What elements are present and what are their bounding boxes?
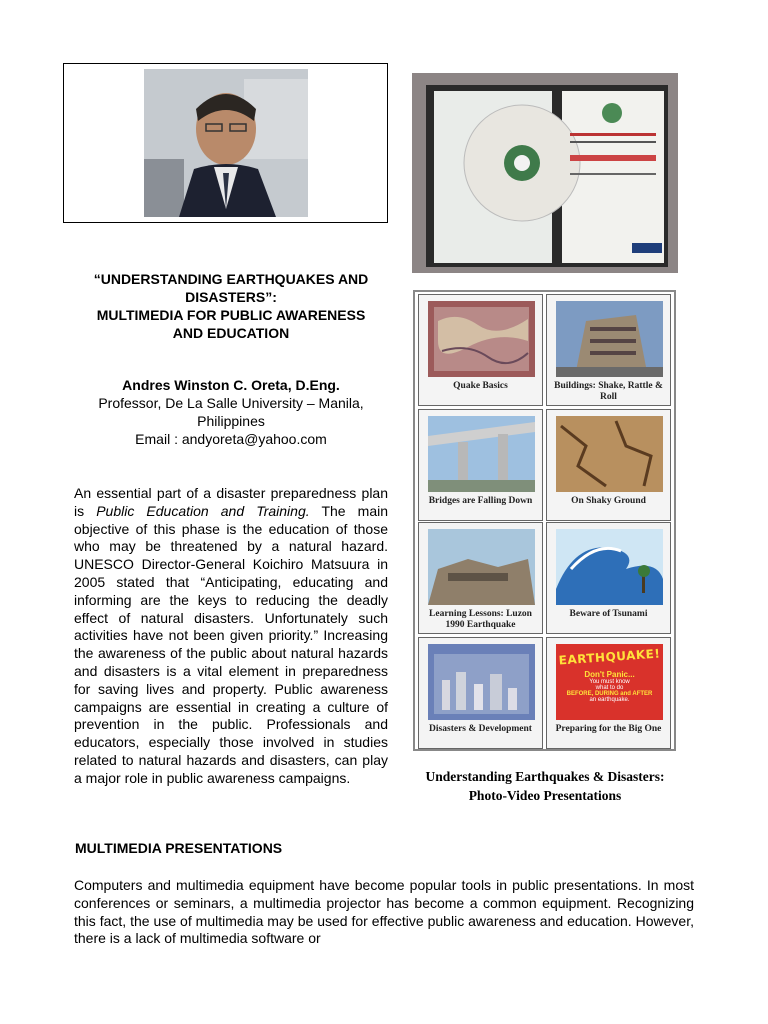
earthquake-sign-line: BEFORE, DURING and AFTER <box>566 691 653 697</box>
cracked-ground-image <box>556 416 663 492</box>
thumbnail-image <box>556 301 663 377</box>
thumbnail-shaky-ground <box>546 409 671 521</box>
thumbnail-label: On Shaky Ground <box>571 496 646 506</box>
figure-caption-line: Photo-Video Presentations <box>468 788 622 803</box>
intro-emphasis: Public Education and Training. <box>96 502 310 519</box>
earthquake-sign-line: what to do <box>595 685 624 691</box>
thumbnail-big-one <box>546 637 671 749</box>
title-line: “UNDERSTANDING EARTHQUAKES AND <box>93 271 369 287</box>
collapsed-building-image <box>556 301 663 377</box>
author-portrait-illustration <box>144 69 308 217</box>
thumbnail-image <box>556 529 663 605</box>
title-line: AND EDUCATION <box>172 325 290 341</box>
thumbnail-label: Buildings: Shake, Rattle & Roll <box>554 381 663 402</box>
thumbnail-image <box>428 529 535 605</box>
city-aerial-image <box>428 644 535 720</box>
title-line: MULTIMEDIA FOR PUBLIC AWARENESS <box>96 307 366 323</box>
thumbnail-label: Disasters & Development <box>429 724 532 734</box>
thumbnail-buildings <box>546 294 671 406</box>
thumbnail-label: Bridges are Falling Down <box>428 496 533 506</box>
earthquake-sign-line: an earthquake. <box>589 697 630 703</box>
tsunami-wave-image <box>556 529 663 605</box>
thumbnail-label: Quake Basics <box>453 381 508 391</box>
intro-rest: The main objective of this phase is the education of those who may be threatened by a natural hazard. UNESCO Director-General Koichiro Matsuura in 2005 stated that “Anticipating, educating and informing are the keys to reducing the deadly effect of natural disasters. Unfortunately such activities have not been given priority.” Increasing the awareness of the public about natural hazards and disasters is a vital element in preparedness for saving lives and property. Public awareness campaigns are essential in creating a culture of prevention in the public. Professionals and educators, especially those involved in studies related to natural hazards and disasters, can play a major role in public awareness campaigns. <box>74 502 389 786</box>
author-email: Email : andyoreta@yahoo.com <box>135 431 327 447</box>
thumbnail-quake-basics <box>418 294 543 406</box>
thumbnail-label: Learning Lessons: Luzon 1990 Earthquake <box>429 609 532 630</box>
author-photo <box>144 69 308 217</box>
figure-caption-line: Understanding Earthquakes & Disasters: <box>425 769 665 784</box>
author-name: Andres Winston C. Oreta, D.Eng. <box>122 377 340 393</box>
thumbnail-image <box>428 644 535 720</box>
thumbnail-tsunami <box>546 522 671 634</box>
thumbnail-label: Beware of Tsunami <box>569 609 648 619</box>
author-photo-frame <box>63 63 388 223</box>
earthquake-sign-headline: EARTHQUAKE! <box>558 646 661 668</box>
figure-caption <box>405 767 685 805</box>
thumbnail-learning-lessons <box>418 522 543 634</box>
fallen-bridge-image <box>428 416 535 492</box>
earthquake-damage-image <box>428 529 535 605</box>
thumbnail-bridges <box>418 409 543 521</box>
cd-package-illustration <box>412 73 678 273</box>
thumbnail-image <box>556 416 663 492</box>
earth-map-image <box>428 301 535 377</box>
thumbnail-image <box>556 644 663 720</box>
author-country: Philippines <box>197 413 265 429</box>
earthquake-sign-line: Don't Panic... <box>584 670 635 679</box>
author-affiliation: Professor, De La Salle University – Manila, <box>98 395 364 411</box>
thumbnail-image <box>428 416 535 492</box>
cd-package-photo <box>412 73 678 273</box>
intro-lead: An essential part of a disaster preparedness plan is <box>74 485 388 519</box>
intro-paragraph <box>74 485 388 788</box>
title-line: DISASTERS”: <box>185 289 277 305</box>
section-heading: MULTIMEDIA PRESENTATIONS <box>75 840 283 856</box>
section-paragraph: Computers and multimedia equipment have become popular tools in public presentations. In most conferences or seminars, a multimedia projector has become a common equipment. Recognizing this fact, the use of multimedia may be used for effective public awareness and education. However, there is a lack of multimedia software or <box>74 877 694 947</box>
thumbnail-image <box>428 301 535 377</box>
earthquake-sign-line: You must know <box>589 679 630 685</box>
thumbnail-disasters-development <box>418 637 543 749</box>
author-block <box>73 376 389 448</box>
presentations-grid <box>413 290 676 751</box>
paper-title <box>73 270 389 342</box>
thumbnail-label: Preparing for the Big One <box>555 724 662 734</box>
